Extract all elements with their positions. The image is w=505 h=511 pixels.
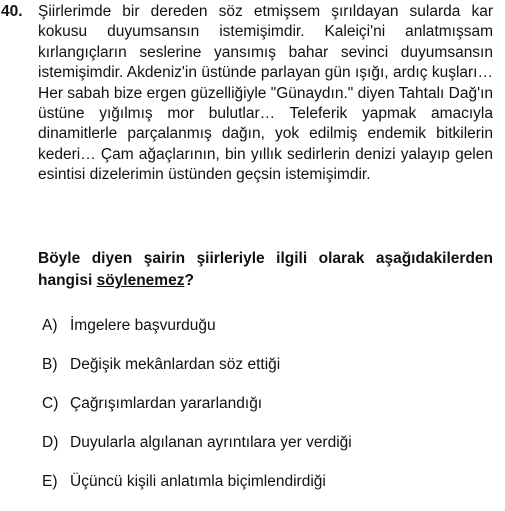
answer-options xyxy=(42,316,352,511)
option-text: İmgelere başvurduğu xyxy=(70,317,216,334)
question-prompt xyxy=(38,248,493,292)
option-letter: E) xyxy=(42,473,58,490)
option-b[interactable] xyxy=(42,355,352,394)
option-letter: D) xyxy=(42,434,59,451)
prompt-emphasis: söylenemez xyxy=(96,272,185,289)
option-letter: C) xyxy=(42,395,59,412)
option-a[interactable] xyxy=(42,316,352,355)
option-text: Değişik mekânlardan söz ettiği xyxy=(70,356,281,373)
option-c[interactable] xyxy=(42,394,352,433)
option-letter: A) xyxy=(42,317,58,334)
option-text: Çağrışımlardan yararlandığı xyxy=(70,395,263,412)
option-text: Duyularla algılanan ayrıntılara yer verdiği xyxy=(70,434,352,451)
prompt-text: Böyle diyen şairin şiirleriyle ilgili olarak aşağıdakilerden hangisi xyxy=(38,250,493,289)
option-letter: B) xyxy=(42,356,58,373)
question-passage: Şiirlerimde bir dereden söz etmişsem şırıldayan sularda kar kokusu duyumsansın istemişimdir. Kaleiçi'ni anlatmışsam kırlangıçların seslerine yansımış bahar sevinci duyumsansın istemişimdir. Akdeniz'in üstünde parlayan gün ışığı, ardıç kuşları… Her sabah bize ergen güzelliğiyle "Günaydın." diyen Tahtalı Dağ'ın üstüne yığılmış mor bulutlar… Teleferik yapmak amacıyla dinamitlerle parçalanmış dağın, yok edilmiş endemik bitkilerin kederi… Çam ağaçlarının, bin yıllık sedirlerin denizi yalayıp gelen esintisi dizelerimin üstünden geçsin istemişimdir. xyxy=(38,3,493,184)
option-text: Üçüncü kişili anlatımla biçimlendirdiği xyxy=(70,473,326,490)
question-number: 40. xyxy=(1,3,23,20)
option-d[interactable] xyxy=(42,433,352,472)
prompt-end: ? xyxy=(184,272,194,289)
option-e[interactable] xyxy=(42,472,352,511)
